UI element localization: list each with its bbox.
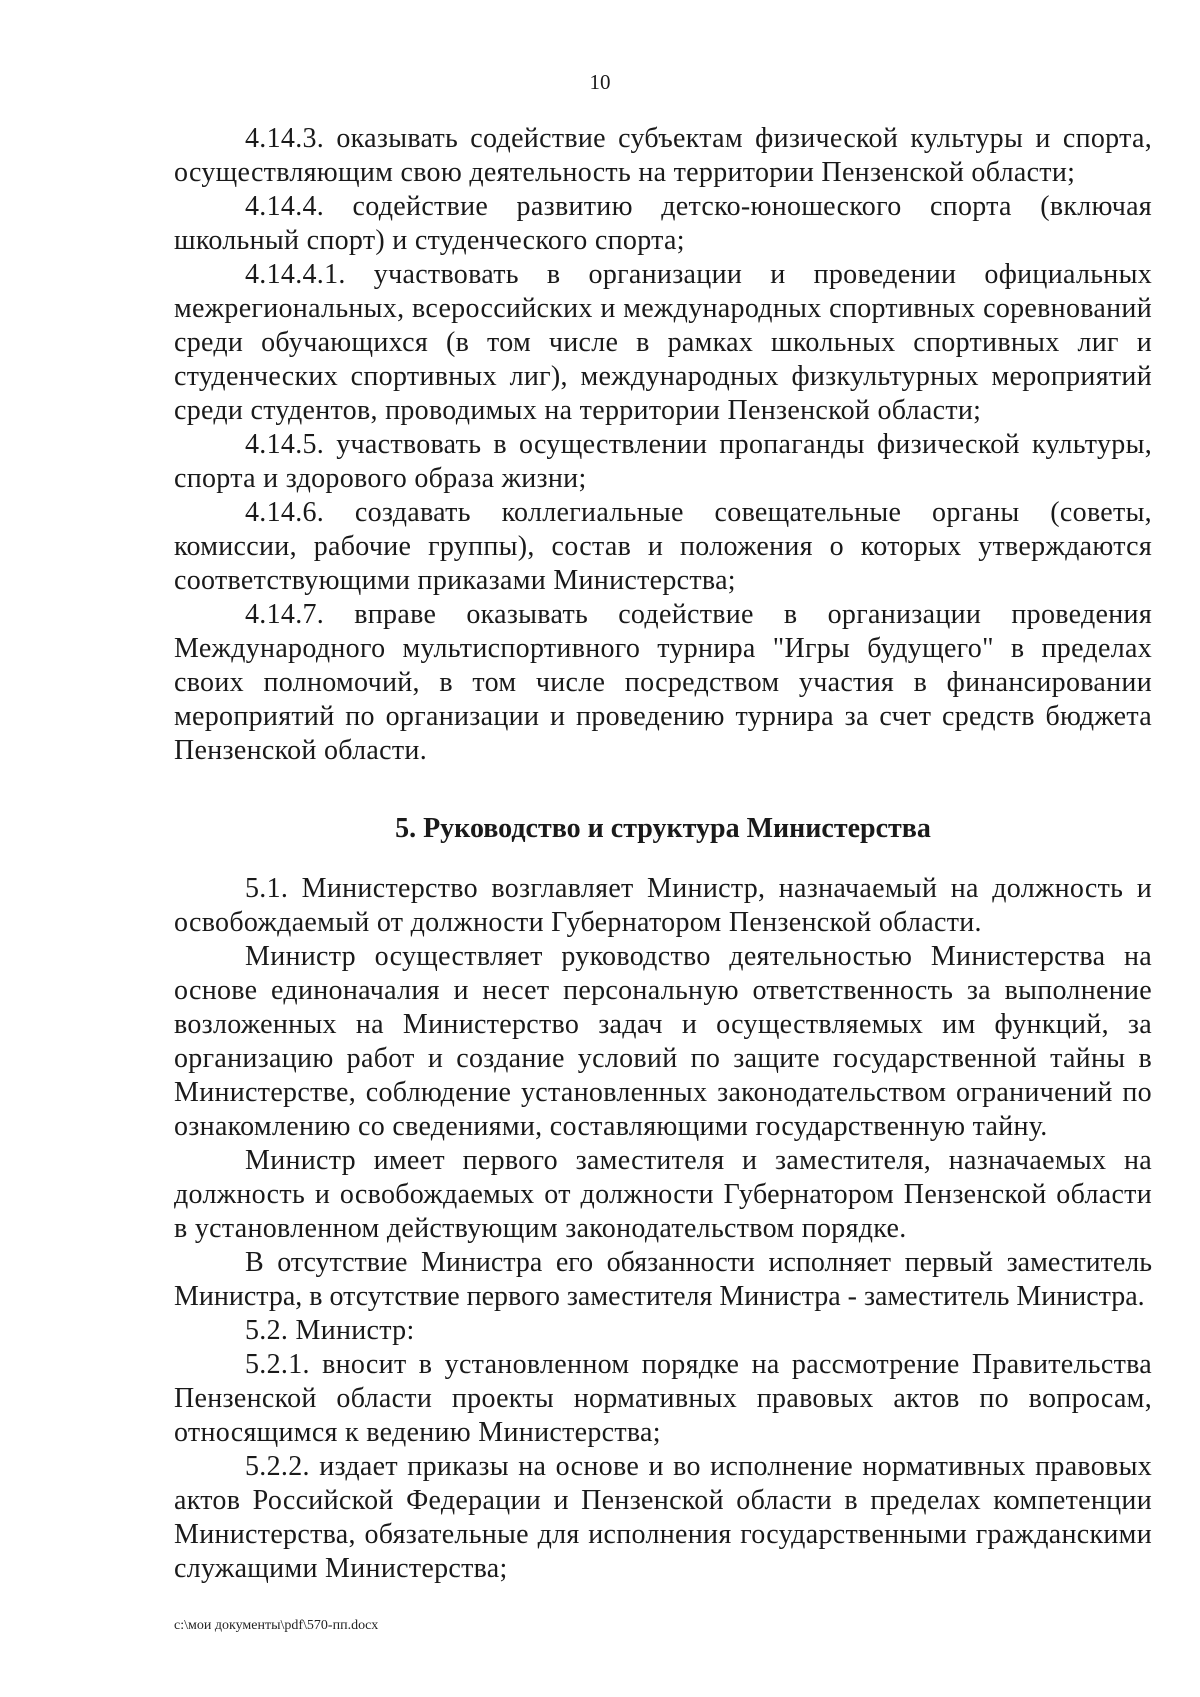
paragraph-4-14-3: 4.14.3. оказывать содействие субъектам физической культуры и спорта, осуществляющим свою деятельность на территории Пензенской области; xyxy=(174,123,1152,188)
paragraph-5-2: 5.2. Министр: xyxy=(245,1315,415,1346)
paragraph-absence: В отсутствие Министра его обязанности исполняет первый заместитель Министра, в отсутствие первого заместителя Министра - заместитель Министра. xyxy=(174,1247,1152,1312)
page-number: 10 xyxy=(589,70,611,94)
paragraph-deputies: Министр имеет первого заместителя и заместителя, назначаемых на должность и освобождаемых от должности Губернатором Пензенской области в установленном действующим законодательством порядке. xyxy=(174,1145,1152,1244)
paragraph-4-14-5: 4.14.5. участвовать в осуществлении пропаганды физической культуры, спорта и здорового образа жизни; xyxy=(174,429,1152,494)
paragraph-4-14-4-1: 4.14.4.1. участвовать в организации и проведении официальных межрегиональных, всероссийских и международных спортивных соревнований среди обучающихся (в том числе в рамках школьных спортивных лиг и студенческих спортивных лиг), международных физкультурных мероприятий среди студентов, проводимых на территории Пензенской области; xyxy=(174,259,1152,426)
paragraph-5-2-2: 5.2.2. издает приказы на основе и во исполнение нормативных правовых актов Российской Федерации и Пензенской области в пределах компетенции Министерства, обязательные для исполнения государственными гражданскими служащими Министерства; xyxy=(174,1451,1152,1584)
paragraph-5-2-1: 5.2.1. вносит в установленном порядке на рассмотрение Правительства Пензенской области проекты нормативных правовых актов по вопросам, относящимся к ведению Министерства; xyxy=(174,1349,1152,1448)
section-heading: 5. Руководство и структура Министерства xyxy=(395,813,931,844)
paragraph-4-14-7: 4.14.7. вправе оказывать содействие в организации проведения Международного мультиспортивного турнира "Игры будущего" в пределах своих полномочий, в том числе посредством участия в финансировании мероприятий по организации и проведению турнира за счет средств бюджета Пензенской области. xyxy=(174,599,1152,766)
paragraph-5-1: 5.1. Министерство возглавляет Министр, назначаемый на должность и освобождаемый от должности Губернатором Пензенской области. xyxy=(174,873,1152,938)
document-body xyxy=(174,122,1152,1586)
paragraph-4-14-4: 4.14.4. содействие развитию детско-юношеского спорта (включая школьный спорт) и студенческого спорта; xyxy=(174,191,1152,256)
paragraph-4-14-6: 4.14.6. создавать коллегиальные совещательные органы (советы, комиссии, рабочие группы), состав и положения о которых утверждаются соответствующими приказами Министерства; xyxy=(174,497,1152,596)
footer-file-path: c:\мои документы\pdf\570-пп.docx xyxy=(174,1618,379,1633)
paragraph-minister-responsibility: Министр осуществляет руководство деятельностью Министерства на основе единоначалия и несет персональную ответственность за выполнение возложенных на Министерство задач и осуществляемых им функций, за организацию работ и создание условий по защите государственной тайны в Министерстве, соблюдение установленных законодательством ограничений по ознакомлению со сведениями, составляющими государственную тайну. xyxy=(174,941,1152,1142)
